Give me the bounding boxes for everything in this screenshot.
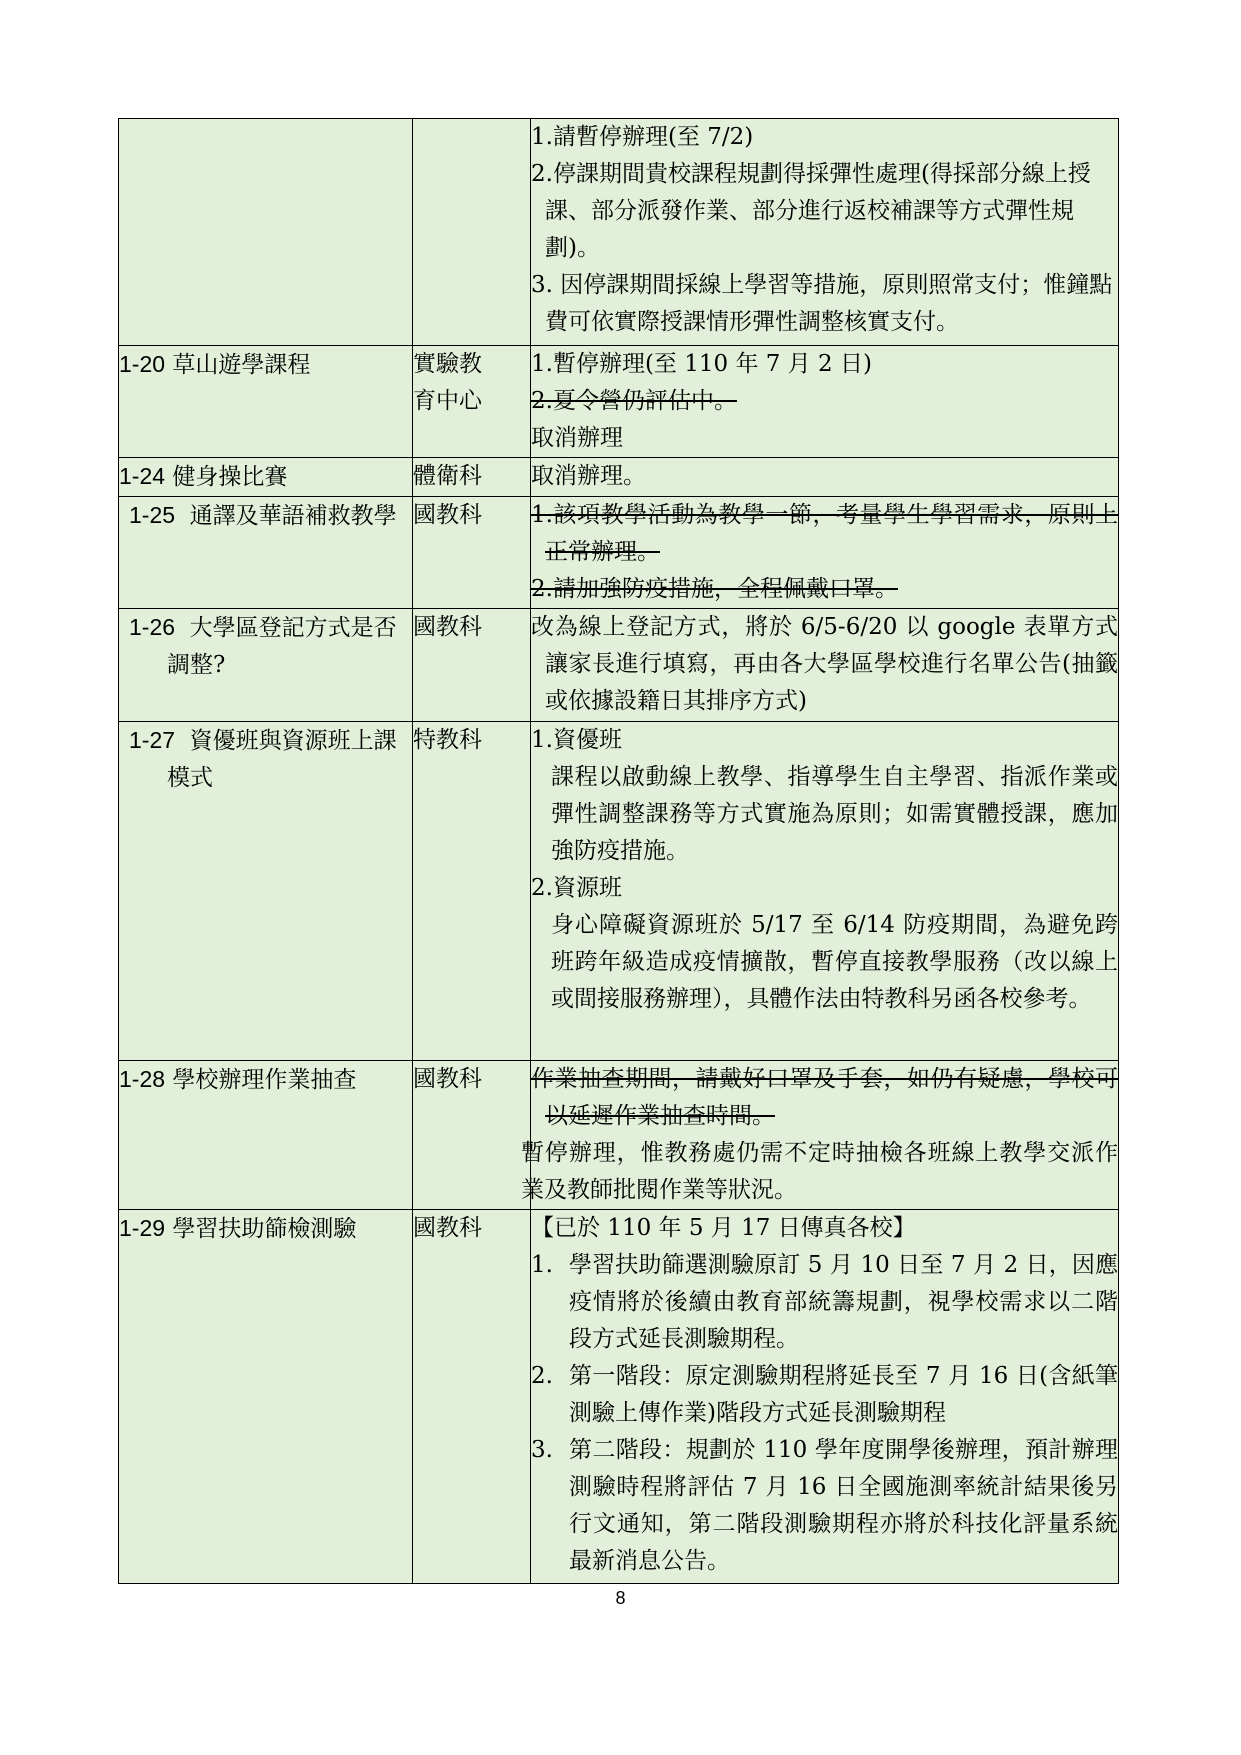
dept-name: 國教科 — [413, 1066, 482, 1092]
dept-name: 國教科 — [413, 1215, 482, 1241]
item-cell — [119, 609, 413, 722]
dept-name: 國教科 — [413, 502, 482, 528]
content-cell — [531, 458, 1119, 497]
content-cell — [531, 722, 1119, 1061]
content-line: 2.停課期間貴校課程規劃得採彈性處理(得採部分線上授課、部分派發作業、部分進行返校補課等方式彈性規劃)。 — [531, 161, 1091, 261]
dept-cell — [413, 497, 531, 609]
numbered-item — [531, 1432, 1118, 1580]
item-title: 大學區登記方式是否調整? — [167, 615, 397, 678]
content-line: 1.暫停辦理(至 110 年 7 月 2 日) — [531, 351, 872, 377]
item-cell — [119, 497, 413, 609]
item-code: 1-24 — [119, 463, 166, 489]
dept-cell — [413, 346, 531, 458]
content-line: 1.資優班 — [531, 727, 622, 753]
dept-name: 特教科 — [413, 727, 482, 753]
item-code: 1-29 — [119, 1215, 166, 1241]
item-text: 第二階段：規劃於 110 學年度開學後辦理，預計辦理測驗時程將評估 7 月 16 日全國施測率統計結果後另行文通知，第二階段測驗期程亦將於科技化評量系統最新消息公告。 — [569, 1437, 1118, 1574]
content-line: 身心障礙資源班於 5/17 至 6/14 防疫期間，為避免跨班跨年級造成疫情擴散，暫停直接教學服務（改以線上或間接服務辦理），具體作法由特教科另函各校參考。 — [551, 912, 1118, 1012]
item-number: 2. — [531, 1363, 553, 1389]
item-title: 健身操比賽 — [172, 464, 288, 490]
item-number: 3. — [531, 1437, 553, 1463]
item-code: 1-26 — [129, 614, 176, 640]
content-line: 課程以啟動線上教學、指導學生自主學習、指派作業或彈性調整課務等方式實施為原則；如需實體授課，應加強防疫措施。 — [551, 764, 1118, 864]
table-row — [119, 346, 1119, 458]
dept-name: 體衛科 — [413, 463, 482, 489]
dept-cell — [413, 119, 531, 346]
content-cell — [521, 1061, 1119, 1210]
dept-cell — [413, 1061, 531, 1210]
content-line-struck: 作業抽查期間，請戴好口罩及手套，如仍有疑慮，學校可以延遲作業抽查時間。 — [531, 1066, 1118, 1129]
table-row — [119, 458, 1119, 497]
dept-cell — [413, 458, 531, 497]
numbered-item — [531, 1247, 1118, 1358]
content-line: 3. 因停課期間採線上學習等措施，原則照常支付；惟鐘點費可依實際授課情形彈性調整核實支付。 — [531, 272, 1113, 335]
content-line: 1.請暫停辦理(至 7/2) — [531, 124, 754, 150]
dept-cell — [413, 609, 531, 722]
item-cell — [119, 722, 413, 1061]
item-title: 學校辦理作業抽查 — [172, 1067, 357, 1093]
item-code: 1-25 — [129, 502, 176, 528]
item-cell — [119, 458, 413, 497]
content-line-struck: 1.該項教學活動為教學一節，考量學生學習需求，原則上正常辦理。 — [531, 502, 1118, 565]
item-text: 第一階段：原定測驗期程將延長至 7 月 16 日(含紙筆測驗上傳作業)階段方式延長測驗期程 — [569, 1363, 1118, 1426]
item-number: 1. — [531, 1252, 553, 1278]
content-cell — [531, 497, 1119, 609]
dept-name: 國教科 — [413, 614, 482, 640]
content-line-struck: 2.夏令營仍評估中。 — [531, 388, 737, 414]
table-row — [119, 497, 1119, 609]
content-cell — [531, 346, 1119, 458]
item-code: 1-27 — [129, 727, 176, 753]
item-title: 學習扶助篩檢測驗 — [172, 1216, 357, 1242]
content-line: 取消辦理 — [531, 425, 623, 451]
item-text: 學習扶助篩選測驗原訂 5 月 10 日至 7 月 2 日，因應疫情將於後續由教育部統籌規劃，視學校需求以二階段方式延長測驗期程。 — [569, 1252, 1118, 1352]
page-number: 8 — [615, 1588, 626, 1608]
content-cell — [531, 609, 1119, 722]
dept-cell — [413, 1210, 531, 1584]
content-line: 取消辦理。 — [531, 463, 646, 489]
item-cell — [119, 1210, 413, 1584]
content-line: 2.資源班 — [531, 875, 622, 901]
table-row — [119, 119, 1119, 346]
table-row — [119, 722, 1119, 1061]
numbered-item — [531, 1358, 1118, 1432]
table-row — [119, 1210, 1119, 1584]
dept-cell — [413, 722, 531, 1061]
item-title: 資優班與資源班上課模式 — [167, 728, 397, 791]
item-title: 草山遊學課程 — [172, 352, 311, 378]
content-line: 暫停辦理，惟教務處仍需不定時抽檢各班線上教學交派作業及教師批閱作業等狀況。 — [521, 1140, 1118, 1203]
item-title: 通譯及華語補救教學 — [189, 503, 397, 529]
content-line-struck: 2.請加強防疫措施，全程佩戴口罩。 — [531, 576, 898, 602]
notice-table — [118, 118, 1119, 1584]
content-cell — [531, 119, 1119, 346]
item-code: 1-20 — [119, 351, 166, 377]
table-row — [119, 609, 1119, 722]
item-cell — [119, 1061, 413, 1210]
dept-name: 實驗教育中心 — [413, 351, 482, 414]
content-line: 【已於 110 年 5 月 17 日傳真各校】 — [531, 1215, 916, 1241]
table-row — [119, 1061, 1119, 1210]
item-cell — [119, 119, 413, 346]
item-code: 1-28 — [119, 1066, 166, 1092]
content-cell — [531, 1210, 1119, 1584]
content-line: 改為線上登記方式，將於 6/5-6/20 以 google 表單方式讓家長進行填寫，再由各大學區學校進行名單公告(抽籤或依據設籍日其排序方式) — [531, 614, 1118, 714]
item-cell — [119, 346, 413, 458]
